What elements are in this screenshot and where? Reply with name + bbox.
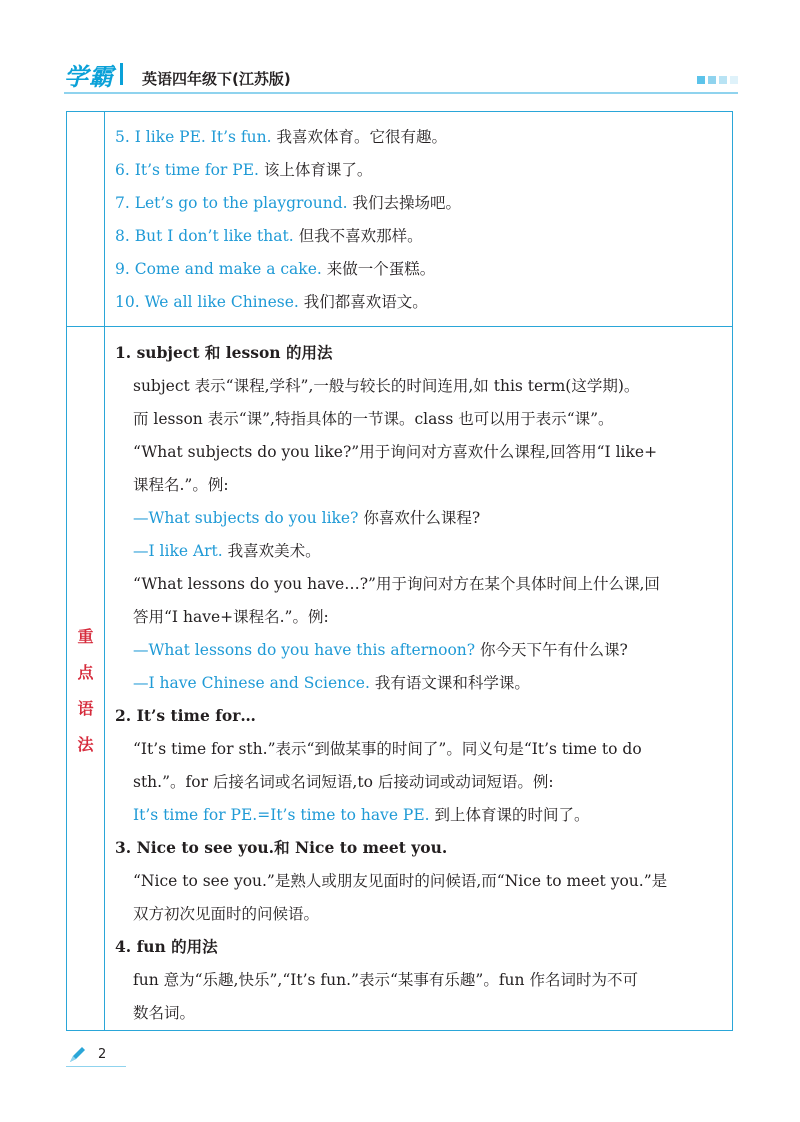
header-divider	[64, 92, 738, 94]
point-4-text: fun 意为“乐趣,快乐”,“It’s fun.”表示“某事有乐趣”。fun 作名词时为不可	[133, 971, 638, 989]
example-line: It’s time for PE.=It’s time to have PE. 到上体育课的时间了。	[133, 806, 590, 824]
point-2-text: sth.”。for 后接名词或名词短语,to 后接动词或动词短语。例:	[133, 773, 554, 791]
point-3-title: 3. Nice to see you.和 Nice to meet you.	[115, 838, 448, 857]
point-3-text: “Nice to see you.”是熟人或朋友见面时的问候语,而“Nice to meet you.”是	[133, 872, 668, 890]
decorative-squares	[697, 76, 738, 84]
sentence-item: 9. Come and make a cake. 来做一个蛋糕。	[115, 260, 436, 278]
point-1-text: 课程名.”。例:	[133, 476, 229, 494]
point-4-title: 4. fun 的用法	[115, 937, 218, 956]
point-3-text: 双方初次见面时的问候语。	[133, 905, 320, 923]
row-label-cell	[67, 112, 105, 326]
example-line: —What lessons do you have this afternoon? 你今天下午有什么课?	[133, 641, 628, 659]
example-line: —I have Chinese and Science. 我有语文课和科学课。	[133, 674, 530, 692]
sentence-item: 8. But I don’t like that. 但我不喜欢那样。	[115, 227, 423, 245]
page-footer	[66, 1044, 126, 1068]
sentence-item: 5. I like PE. It’s fun. 我喜欢体育。它很有趣。	[115, 128, 448, 146]
point-1-text: “What lessons do you have…?”用于询问对方在某个具体时间上什么课,回	[133, 575, 660, 593]
example-line: —What subjects do you like? 你喜欢什么课程?	[133, 509, 481, 527]
grammar-side-label: 重 点 语 法	[77, 627, 94, 754]
logo-text: 学霸	[64, 62, 114, 91]
pencil-icon	[66, 1044, 88, 1066]
point-1-title: 1. subject 和 lesson 的用法	[115, 343, 333, 362]
sentences-row	[67, 112, 732, 327]
footer-divider	[66, 1066, 126, 1067]
point-2-text: “It’s time for sth.”表示“到做某事的时间了”。同义句是“It’s time to do	[133, 740, 642, 758]
content-table	[66, 111, 733, 1031]
logo-divider	[120, 63, 123, 85]
sentence-item: 10. We all like Chinese. 我们都喜欢语文。	[115, 293, 428, 311]
page-number: 2	[98, 1047, 107, 1062]
point-1-text: 答用“I have+课程名.”。例:	[133, 608, 329, 626]
grammar-label-cell	[67, 327, 105, 1030]
book-title: 英语四年级下(江苏版)	[142, 70, 291, 88]
page-header	[64, 54, 738, 98]
point-4-text: 数名词。	[133, 1004, 196, 1022]
sentence-item: 7. Let’s go to the playground. 我们去操场吧。	[115, 194, 462, 212]
point-1-text: “What subjects do you like?”用于询问对方喜欢什么课程,回答用“I like+	[133, 443, 658, 461]
logo	[64, 56, 123, 92]
point-1-text: subject 表示“课程,学科”,一般与较长的时间连用,如 this term(这学期)。	[133, 377, 640, 395]
point-2-title: 2. It’s time for…	[115, 706, 256, 725]
sentence-item: 6. It’s time for PE. 该上体育课了。	[115, 161, 373, 179]
grammar-row	[67, 327, 732, 1030]
example-line: —I like Art. 我喜欢美术。	[133, 542, 321, 560]
point-1-text: 而 lesson 表示“课”,特指具体的一节课。class 也可以用于表示“课”。	[133, 410, 614, 428]
